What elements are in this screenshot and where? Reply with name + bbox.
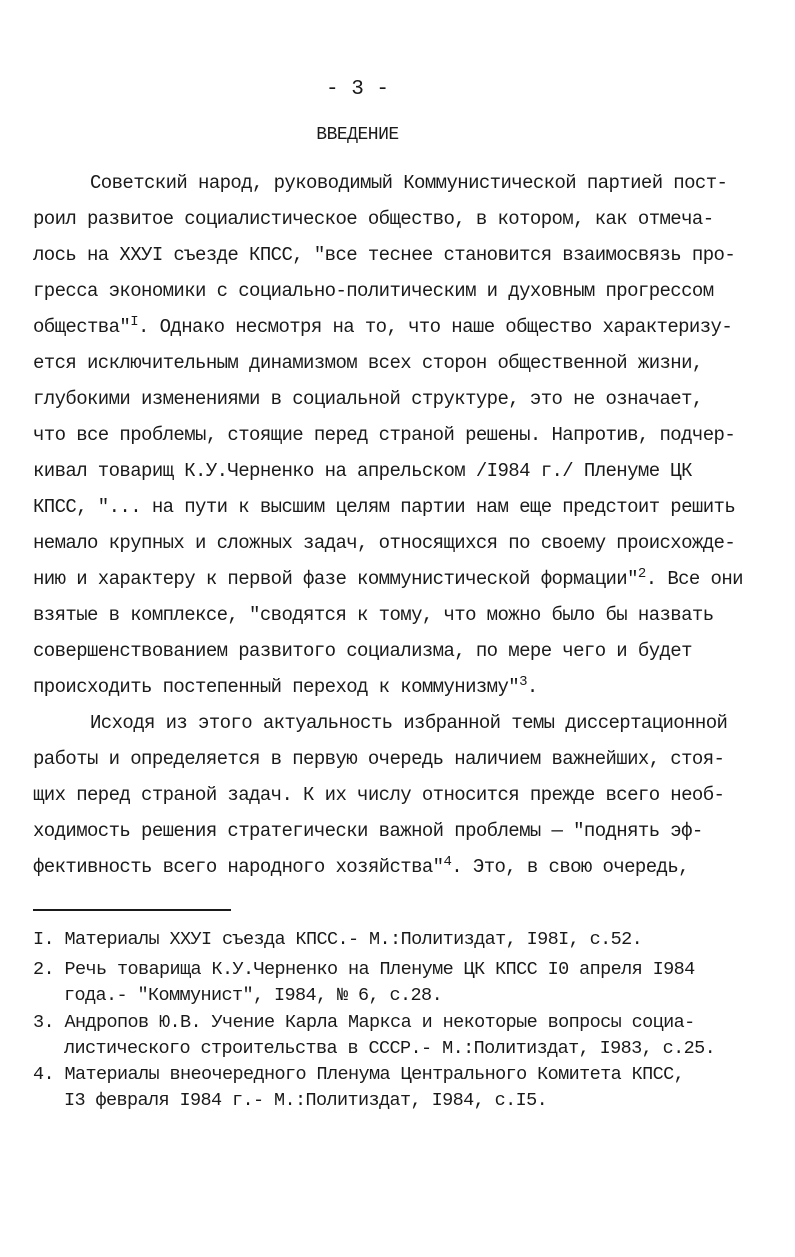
footnote-item: 2. Речь товарища К.У.Черненко на Пленуме ЦК КПСС I0 апреля I984 bbox=[33, 959, 695, 980]
text-line: КПСС, "... на пути к высшим целям партии нам еще предстоит решить bbox=[33, 496, 736, 518]
text-segment: . Это, в свою очередь, bbox=[451, 856, 689, 878]
text-line bbox=[33, 675, 538, 699]
page-title: ВВЕДЕНИЕ bbox=[316, 125, 399, 145]
text-line: лось на ХХУI съезде КПСС, "все теснее становится взаимосвязь про- bbox=[33, 244, 736, 266]
footnote-ref: I bbox=[130, 314, 139, 330]
text-line bbox=[33, 315, 732, 339]
footnote-ref: 4 bbox=[443, 854, 452, 870]
text-segment: . Однако несмотря на то, что наше общество характеризу- bbox=[138, 316, 733, 338]
text-segment: нию и характеру к первой фазе коммунистической формации" bbox=[33, 568, 638, 590]
text-line: роил развитое социалистическое общество, в котором, как отмеча- bbox=[33, 208, 714, 230]
footnote-divider bbox=[33, 909, 231, 911]
footnote-ref: 3 bbox=[519, 674, 527, 690]
text-line bbox=[33, 855, 689, 879]
text-line: взятые в комплексе, "сводятся к тому, что можно было бы назвать bbox=[33, 604, 714, 626]
text-line: совершенствованием развитого социализма, по мере чего и будет bbox=[33, 640, 692, 662]
text-line: Исходя из этого актуальность избранной темы диссертационной bbox=[90, 712, 728, 734]
text-line: немало крупных и сложных задач, относящихся по своему происхожде- bbox=[33, 532, 736, 554]
footnote-ref: 2 bbox=[637, 566, 646, 582]
text-segment: . bbox=[526, 676, 538, 698]
text-line: ходимость решения стратегически важной проблемы — "поднять эф- bbox=[33, 820, 703, 842]
text-segment: общества" bbox=[33, 316, 131, 338]
text-line: работы и определяется в первую очередь наличием важнейших, стоя- bbox=[33, 748, 725, 770]
text-line: щих перед страной задач. К их числу относится прежде всего необ- bbox=[33, 784, 725, 806]
text-line: Советский народ, руководимый Коммунистической партией пост- bbox=[90, 172, 728, 194]
text-line: глубокими изменениями в социальной структуре, это не означает, bbox=[33, 388, 703, 410]
text-segment: фективность всего народного хозяйства" bbox=[33, 856, 444, 878]
footnote-item: I. Материалы ХХУI съезда КПСС.- М.:Политиздат, I98I, с.52. bbox=[33, 929, 643, 950]
text-segment: происходить постепенный переход к коммунизму" bbox=[33, 676, 520, 698]
text-line: кивал товарищ К.У.Черненко на апрельском /I984 г./ Пленуме ЦК bbox=[33, 460, 692, 482]
footnote-item: 3. Андропов Ю.В. Учение Карла Маркса и некоторые вопросы социа- bbox=[33, 1012, 695, 1033]
footnote-item: I3 февраля I984 г.- М.:Политиздат, I984, с.I5. bbox=[64, 1090, 548, 1111]
footnote-item: 4. Материалы внеочередного Пленума Центрального Комитета КПСС, bbox=[33, 1064, 685, 1085]
footnote-item: года.- "Коммунист", I984, № 6, с.28. bbox=[64, 985, 443, 1006]
text-segment: . Все они bbox=[645, 568, 743, 590]
text-line: гресса экономики с социально-политическим и духовным прогрессом bbox=[33, 280, 714, 302]
text-line: что все проблемы, стоящие перед страной решены. Напротив, подчер- bbox=[33, 424, 736, 446]
page-number: - 3 - bbox=[325, 78, 389, 101]
text-line bbox=[33, 567, 743, 591]
footnote-item: листического строительства в СССР.- М.:Политиздат, I983, с.25. bbox=[64, 1038, 716, 1059]
text-line: ется исключительным динамизмом всех сторон общественной жизни, bbox=[33, 352, 703, 374]
